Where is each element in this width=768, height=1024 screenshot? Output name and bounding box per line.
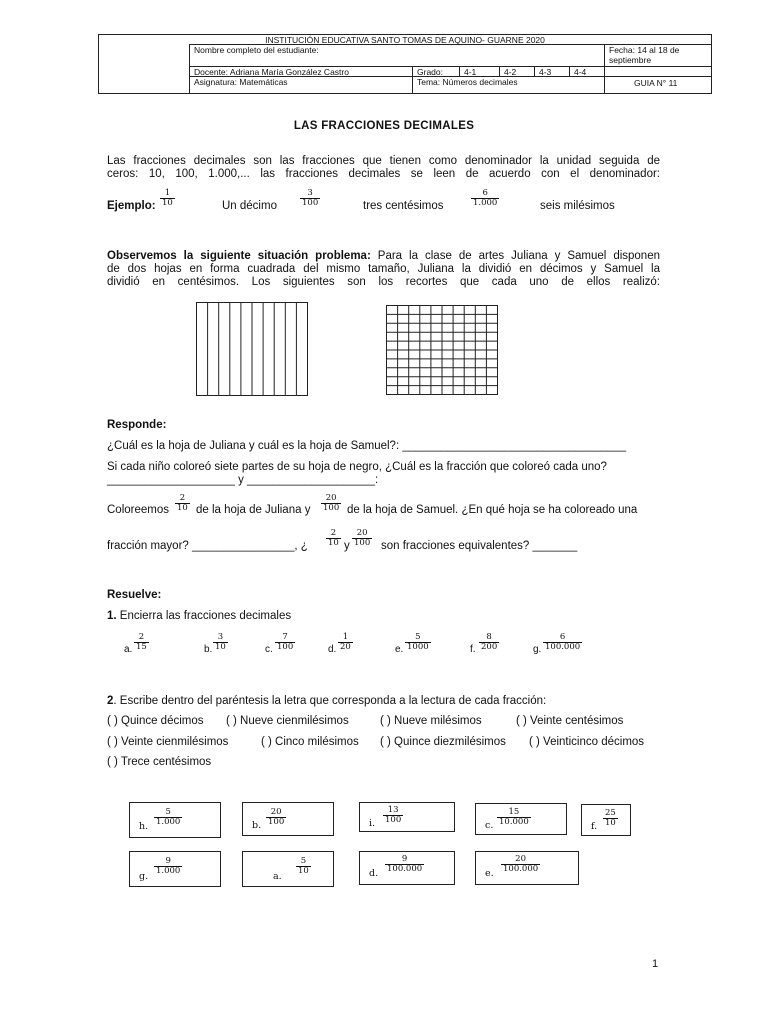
- denominator: 1.000: [156, 866, 181, 876]
- header-rule: [569, 66, 570, 76]
- question-fraction: [175, 494, 190, 513]
- institution-name: INSTITUCIÓN EDUCATIVA SANTO TOMAS DE AQUINO- GUARNE 2020: [265, 35, 545, 45]
- example-reading: Un décimo: [222, 200, 277, 212]
- fraction-card: [475, 803, 567, 835]
- card-letter: h.: [139, 821, 149, 832]
- denominator: 10: [328, 538, 339, 548]
- option-fraction: [405, 633, 431, 652]
- problem-line: de dos hojas en forma cuadrada del mismo tamaño, Juliana la dividió en décimos y Samuel la: [107, 263, 660, 275]
- option-fraction: [479, 633, 499, 652]
- fraction-card: [581, 804, 631, 836]
- header-table: [98, 34, 712, 94]
- denominator: 20: [340, 642, 351, 652]
- numerator: 9: [401, 854, 408, 864]
- exercise-2-number: 2: [107, 695, 114, 707]
- reading-option: ( ) Quince décimos: [107, 715, 204, 727]
- intro-line: ceros: 10, 100, 1.000,... las fracciones decimales se leen de acuerdo con el denominador:: [107, 168, 660, 180]
- numerator: 2: [330, 528, 337, 538]
- date-line2: septiembre: [609, 55, 652, 65]
- card-fraction: [266, 808, 286, 827]
- intro-paragraph: [107, 155, 660, 181]
- fraction-card: [242, 802, 334, 836]
- numerator: 20: [356, 528, 368, 538]
- question-fraction: [326, 529, 341, 548]
- denominator: 10: [298, 866, 309, 876]
- denominator: 200: [481, 642, 498, 652]
- card-letter: c.: [485, 820, 494, 831]
- denominator: 100.000: [387, 864, 423, 874]
- example-fraction: [160, 189, 175, 208]
- example-reading: seis milésimos: [540, 200, 615, 212]
- option-fraction: [275, 633, 295, 652]
- numerator: 3: [307, 188, 313, 198]
- card-fraction: [383, 806, 403, 825]
- denominator: 10: [215, 642, 226, 652]
- reading-option: ( ) Veinte centésimos: [516, 715, 624, 727]
- solve-heading: Resuelve:: [107, 589, 162, 601]
- tenths-sheet: [196, 302, 308, 396]
- question-4-end: son fracciones equivalentes? _______: [381, 540, 578, 552]
- numerator: 13: [387, 805, 399, 815]
- denominator: 10.000: [499, 817, 529, 827]
- fraction-card: [242, 851, 334, 887]
- header-rule: [604, 44, 605, 94]
- header-rule: [459, 66, 460, 76]
- question-2-blanks: ____________________ y ____________________:: [107, 474, 379, 486]
- example-label: Ejemplo:: [107, 200, 156, 212]
- reading-option: ( ) Nueve cienmilésimos: [226, 715, 349, 727]
- problem-line: [107, 250, 660, 263]
- question-3-start: Coloreemos: [107, 504, 169, 516]
- option-fraction: [338, 633, 353, 652]
- question-fraction: [321, 494, 341, 513]
- subject: Asignatura: Matemáticas: [194, 77, 288, 87]
- respond-heading: Responde:: [107, 419, 167, 431]
- exercise-2-text: . Escribe dentro del paréntesis la letra que corresponda a la lectura de cada fracción:: [113, 695, 547, 707]
- reading-option: ( ) Cinco milésimos: [261, 736, 359, 748]
- student-name-label: Nombre completo del estudiante:: [194, 45, 319, 55]
- card-letter: g.: [139, 871, 149, 882]
- denominator: 1000: [407, 642, 429, 652]
- numerator: 5: [165, 807, 171, 817]
- question-4-and: y: [344, 540, 350, 552]
- question-4-start: fracción mayor? ________________, ¿: [107, 540, 308, 552]
- page-title: LAS FRACCIONES DECIMALES: [293, 120, 475, 132]
- denominator: 100: [268, 817, 285, 827]
- card-fraction: [497, 808, 531, 827]
- intro-line: Las fracciones decimales son las fracciones que tienen como denominador la unidad seguida de: [107, 155, 660, 167]
- numerator: 6: [482, 188, 488, 198]
- guide-number: GUIA N° 11: [634, 78, 678, 88]
- denominator: 1.000: [473, 198, 498, 208]
- exercise-1-number: 1.: [107, 610, 117, 622]
- problem-line: dividió en centésimos. Los siguientes son los recortes que cada uno de ellos realizó:: [107, 276, 660, 288]
- reading-option: ( ) Trece centésimos: [107, 756, 212, 768]
- question-1: ¿Cuál es la hoja de Juliana y cuál es la hoja de Samuel?: ___________________________________: [107, 440, 627, 452]
- numerator: 7: [282, 632, 288, 642]
- question-2: Si cada niño coloreó siete partes de su hoja de negro, ¿Cuál es la fracción que coloreó cada uno?: [107, 461, 607, 473]
- exercise-1-text: Encierra las fracciones decimales: [119, 610, 292, 622]
- hundredths-sheet: [386, 305, 498, 395]
- reading-option: ( ) Quince diezmilésimos: [380, 736, 506, 748]
- example-fraction: [471, 189, 499, 208]
- fraction-card: [359, 802, 455, 832]
- reading-option: ( ) Veinticinco décimos: [529, 736, 645, 748]
- exercise-2: [107, 695, 546, 708]
- card-letter: f.: [591, 821, 598, 832]
- numerator: 20: [515, 854, 526, 864]
- example-reading: tres centésimos: [363, 200, 444, 212]
- numerator: 5: [300, 856, 307, 866]
- problem-heading: Observemos la siguiente situación problema:: [107, 250, 371, 262]
- card-fraction: [603, 809, 618, 828]
- denominator: 15: [136, 642, 147, 652]
- topic: Tema: Números decimales: [417, 77, 518, 87]
- header-rule: [499, 66, 500, 76]
- date-line1: Fecha: 14 al 18 de: [609, 45, 680, 55]
- denominator: 100: [323, 503, 340, 513]
- grade-4-3: 4-3: [539, 67, 552, 77]
- numerator: 25: [605, 808, 616, 818]
- denominator: 100.000: [545, 642, 581, 652]
- denominator: 10: [177, 503, 188, 513]
- denominator: 10: [162, 198, 173, 208]
- card-fraction: [501, 855, 540, 874]
- denominator: 100: [385, 815, 402, 825]
- grade-4-2: 4-2: [504, 67, 517, 77]
- option-fraction: [213, 633, 228, 652]
- problem-paragraph: [107, 250, 660, 289]
- numerator: 6: [559, 632, 566, 642]
- option-letter: d.: [328, 644, 337, 655]
- header-rule: [534, 66, 535, 76]
- option-fraction: [134, 633, 149, 652]
- fraction-card: [129, 851, 221, 887]
- reading-option: ( ) Nueve milésimos: [380, 715, 482, 727]
- option-letter: g.: [533, 644, 542, 655]
- denominator: 100: [302, 198, 319, 208]
- option-letter: e.: [395, 644, 404, 655]
- denominator: 100.000: [503, 864, 539, 874]
- problem-text: Para la clase de artes Juliana y Samuel disponen: [377, 250, 660, 262]
- fraction-card: [359, 851, 455, 885]
- card-letter: b.: [252, 820, 262, 831]
- teacher-name: Docente: Adriana María González Castro: [194, 67, 349, 77]
- header-rule: [189, 44, 190, 94]
- option-letter: f.: [470, 644, 476, 655]
- question-3-end: de la hoja de Samuel. ¿En qué hoja se ha coloreado una: [347, 504, 638, 516]
- denominator: 1.000: [156, 817, 181, 827]
- card-letter: d.: [369, 868, 379, 879]
- numerator: 20: [325, 493, 337, 503]
- numerator: 1: [342, 632, 349, 642]
- grade-4-1: 4-1: [464, 67, 477, 77]
- option-fraction: [543, 633, 582, 652]
- card-fraction: [154, 857, 182, 876]
- numerator: 9: [165, 856, 171, 866]
- denominator: 100: [354, 538, 371, 548]
- question-3-mid: de la hoja de Juliana y: [196, 504, 311, 516]
- page-number: 1: [652, 958, 659, 970]
- example-fraction: [300, 189, 320, 208]
- numerator: 3: [217, 632, 224, 642]
- option-letter: b.: [204, 644, 213, 655]
- numerator: 1: [164, 188, 171, 198]
- reading-option: ( ) Veinte cienmilésimos: [107, 736, 229, 748]
- exercise-1: [107, 610, 291, 623]
- numerator: 20: [270, 807, 282, 817]
- card-letter: i.: [369, 818, 376, 829]
- numerator: 8: [486, 632, 492, 642]
- denominator: 10: [605, 818, 616, 828]
- option-letter: c.: [265, 644, 273, 655]
- numerator: 2: [138, 632, 145, 642]
- fraction-card: [129, 802, 221, 838]
- card-letter: e.: [485, 868, 494, 879]
- card-fraction: [154, 808, 182, 827]
- grade-4-4: 4-4: [574, 67, 587, 77]
- numerator: 5: [415, 632, 421, 642]
- fraction-card: [475, 851, 579, 885]
- denominator: 100: [277, 642, 294, 652]
- header-rule: [412, 66, 413, 94]
- numerator: 2: [179, 493, 186, 503]
- numerator: 15: [508, 807, 520, 817]
- grade-label: Grado:: [417, 67, 443, 77]
- card-fraction: [296, 857, 311, 876]
- card-letter: a.: [273, 871, 282, 882]
- question-fraction: [352, 529, 372, 548]
- card-fraction: [385, 855, 424, 874]
- option-letter: a.: [124, 644, 133, 655]
